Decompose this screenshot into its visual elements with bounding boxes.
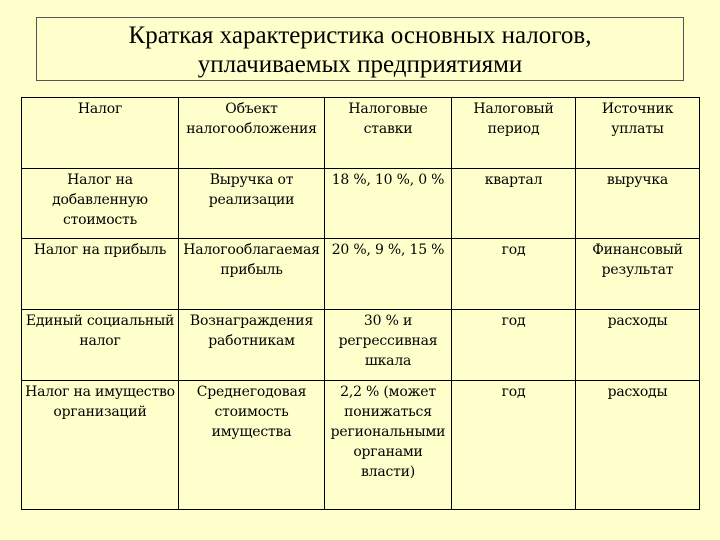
table-row [22,381,700,510]
table-row [22,169,700,239]
table-cell: квартал [452,169,576,239]
table-cell: Налог на добавленную стоимость [22,169,179,239]
table-cell: 2,2 % (может понижаться региональными органами власти) [325,381,452,510]
header-cell-period: Налоговый период [452,98,576,169]
header-cell-object: Объект налогообложения [179,98,325,169]
table-cell: год [452,239,576,310]
table-cell: 20 %, 9 %, 15 % [325,239,452,310]
table-cell: расходы [576,381,700,510]
title-line-2: уплачиваемых предприятиями [197,51,523,78]
table-cell: Среднегодовая стоимость имущества [179,381,325,510]
table-row [22,310,700,381]
table-cell: Выручка от реализации [179,169,325,239]
table-cell: 18 %, 10 %, 0 % [325,169,452,239]
table-cell: Финансовый результат [576,239,700,310]
table-cell: расходы [576,310,700,381]
table-cell: Налог на имущество организаций [22,381,179,510]
title-line-1: Краткая характеристика основных налогов, [128,22,592,49]
header-cell-rates: Налоговые ставки [325,98,452,169]
table-cell: Налогооблагаемая прибыль [179,239,325,310]
header-cell-tax: Налог [22,98,179,169]
table-cell: 30 % и регрессивная шкала [325,310,452,381]
table-cell: выручка [576,169,700,239]
header-cell-source: Источник уплаты [576,98,700,169]
table-cell: год [452,381,576,510]
tax-table [21,97,700,510]
page-title [36,17,684,81]
table-header-row [22,98,700,169]
table-row [22,239,700,310]
table-cell: Вознаграждения работникам [179,310,325,381]
table-cell: Единый социальный налог [22,310,179,381]
table-cell: год [452,310,576,381]
table-cell: Налог на прибыль [22,239,179,310]
